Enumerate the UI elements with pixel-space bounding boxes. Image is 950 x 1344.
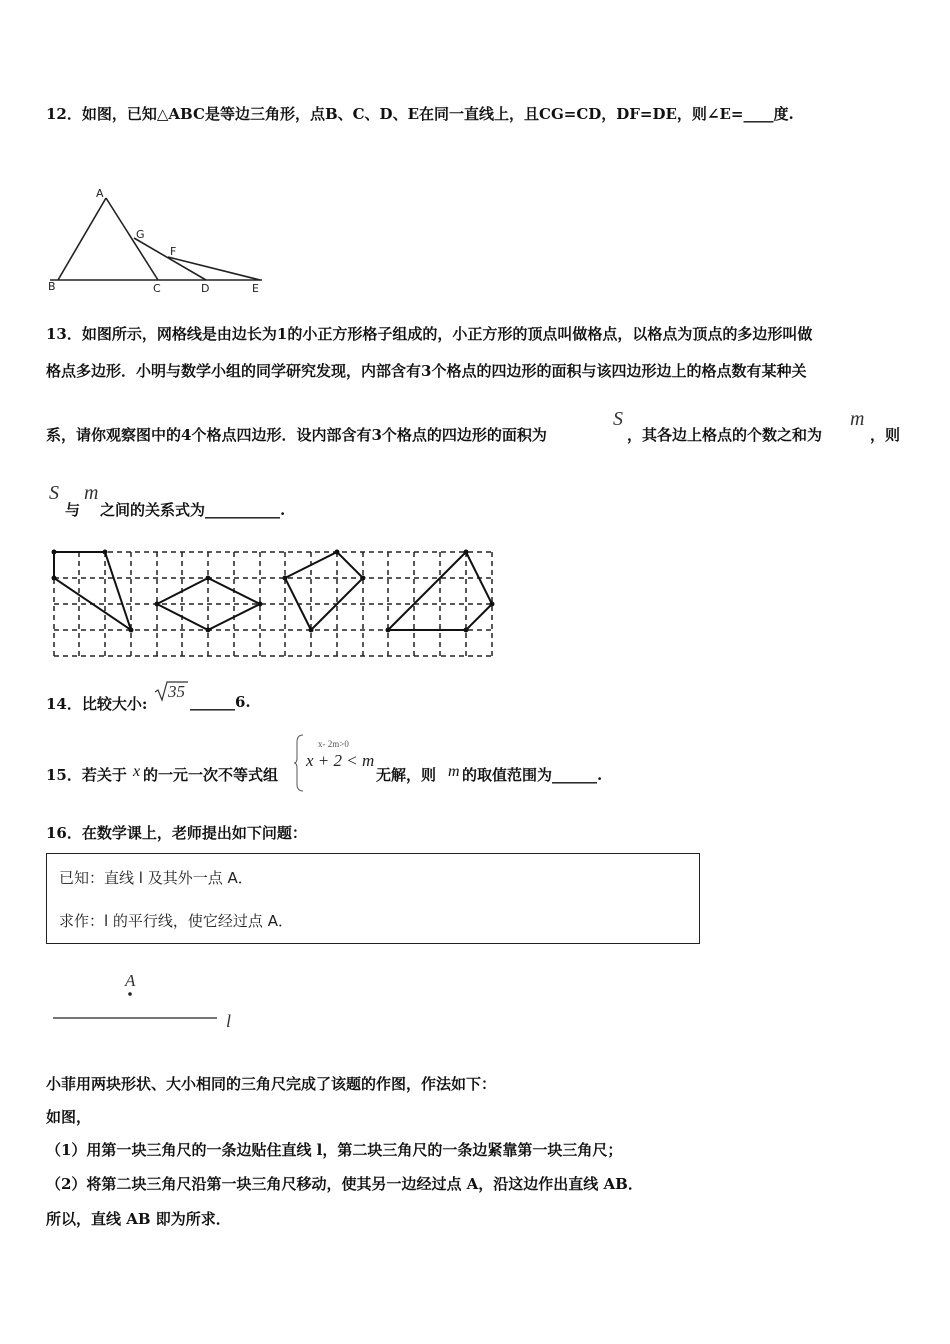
q13-line4-b: 之间的关系式为__________. (100, 501, 286, 519)
q13-line1: 13．如图所示，网格线是由边长为1的小正方形格子组成的，小正方形的顶点叫做格点，以格点为顶点的多边形叫做 (46, 325, 813, 343)
q16-point-label: A (125, 971, 136, 990)
q16-line-label: l (226, 1011, 232, 1031)
q16-intro: 16．在数学课上，老师提出如下问题： (46, 824, 307, 842)
q13-var-m: m (850, 408, 865, 430)
q15-suffix-a: 无解，则 (376, 766, 437, 784)
q16-box-task: 求作：l 的平行线，使它经过点 A． (59, 912, 293, 930)
q16-point-line-figure (50, 970, 250, 1032)
label-f: F (170, 245, 177, 258)
q14-radicand: 35 (168, 682, 185, 701)
label-b: B (48, 280, 56, 293)
q15-suffix-b: 的取值范围为______. (462, 766, 603, 784)
q13-line3-b: ，其各边上格点的个数之和为 (627, 426, 823, 444)
q14-prefix: 14．比较大小: (46, 695, 148, 713)
q12-text: 12．如图，已知△ABC是等边三角形，点B、C、D、E在同一直线上，且CG=CD，DF=DE，则∠E=____度. (46, 105, 794, 123)
quad-1 (54, 552, 131, 630)
q16-method-intro: 小菲用两块形状、大小相同的三角尺完成了该题的作图，作法如下： (46, 1075, 497, 1093)
q13-var-s: S (613, 408, 623, 430)
q13-line4-a: 与 (65, 501, 81, 519)
q16-problem-box (46, 853, 700, 944)
segment-ac (106, 198, 158, 280)
q15-x: x (133, 763, 141, 780)
segment-ab (58, 198, 106, 280)
label-e: E (252, 282, 259, 295)
q15-ineq-bottom: x + 2 < m (306, 751, 375, 770)
inequality-brace (294, 734, 304, 792)
q13-line4-s: S (49, 482, 59, 504)
quad-3 (285, 552, 363, 630)
q14-suffix: ______6. (190, 693, 251, 711)
q13-line3-c: ，则 (870, 426, 901, 444)
q15-ineq-top: x- 2m>0 (318, 739, 349, 749)
q16-step1: （1）用第一块三角尺的一条边贴住直线 l，第二块三角尺的一条边紧靠第一块三角尺； (46, 1141, 623, 1159)
q13-line2: 格点多边形．小明与数学小组的同学研究发现，内部含有3个格点的四边形的面积与该四边形边上的格点数有某种关 (46, 362, 807, 380)
q15-prefix: 15．若关于 (46, 766, 127, 784)
q12-triangle-figure (40, 186, 280, 296)
segment-fe (168, 257, 260, 280)
q13-grid-figure (50, 548, 496, 660)
q16-conclusion: 所以，直线 AB 即为所求． (46, 1210, 231, 1228)
point-a-dot (128, 992, 132, 996)
q13-line3-a: 系，请你观察图中的4个格点四边形．设内部含有3个格点的四边形的面积为 (46, 426, 547, 444)
q16-box-given: 已知：直线 l 及其外一点 A． (59, 869, 253, 887)
q15-m: m (448, 763, 460, 780)
q16-as-shown: 如图， (46, 1108, 92, 1126)
label-g: G (136, 228, 145, 241)
label-a: A (96, 187, 104, 200)
label-c: C (153, 282, 161, 295)
q16-step2: （2）将第二块三角尺沿第一块三角尺移动，使其另一边经过点 A，沿这边作出直线 AB． (46, 1175, 643, 1193)
label-d: D (201, 282, 210, 295)
q15-middle: 的一元一次不等式组 (143, 766, 279, 784)
q13-line4-m: m (84, 482, 99, 504)
